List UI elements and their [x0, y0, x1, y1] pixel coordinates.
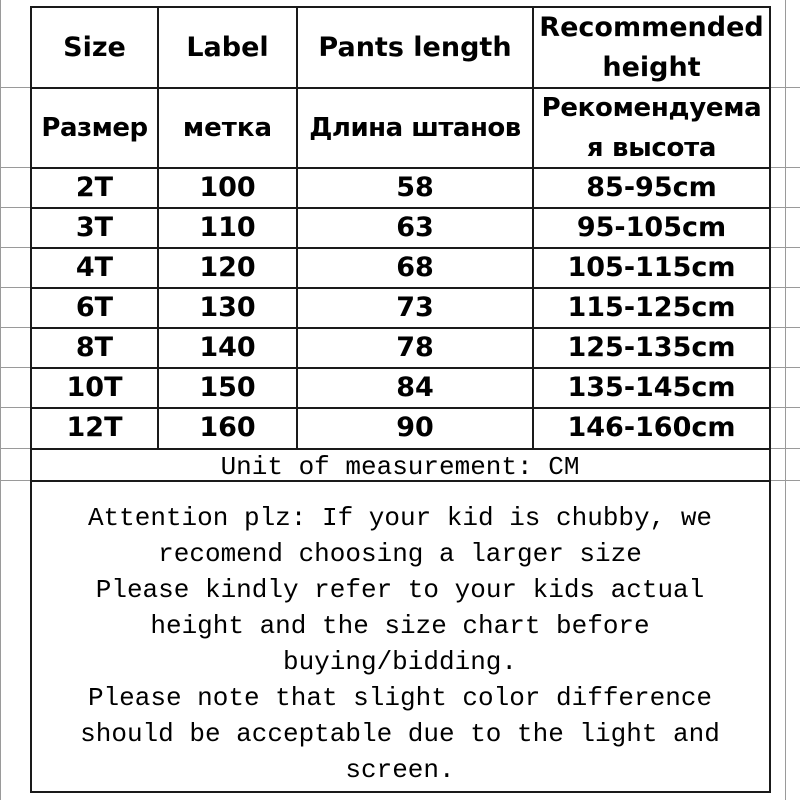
note-line: Please kindly refer to your kids actual: [95, 575, 705, 605]
cell-recommended-height: 146-160cm: [567, 412, 736, 443]
cell-recommended-height: 135-145cm: [567, 372, 736, 403]
grid-line: [0, 287, 30, 288]
grid-line: [771, 287, 800, 288]
header-size-ru: Размер: [41, 113, 148, 143]
cell-label: 120: [199, 252, 256, 283]
cell-pants-length: 63: [396, 212, 434, 243]
cell-label: 110: [199, 212, 256, 243]
header-pants-length: Pants length: [318, 31, 512, 63]
cell-label: 140: [199, 332, 256, 363]
note-line: recomend choosing a larger size: [158, 539, 642, 569]
cell-label: 150: [199, 372, 256, 403]
grid-line: [771, 367, 800, 368]
grid-line: [30, 448, 771, 450]
cell-size: 10T: [66, 372, 123, 403]
header-label-ru: метка: [182, 113, 273, 143]
grid-line: [771, 87, 800, 88]
grid-line: [0, 480, 30, 481]
grid-line: [785, 0, 786, 800]
notes-block: [30, 500, 770, 788]
grid-line: [0, 367, 30, 368]
cell-label: 100: [199, 172, 256, 203]
note-line: should be acceptable due to the light and: [80, 719, 720, 749]
grid-line: [0, 207, 30, 208]
note-line: height and the size chart before: [150, 611, 650, 641]
cell-pants-length: 68: [396, 252, 434, 283]
cell-pants-length: 84: [396, 372, 434, 403]
grid-line: [771, 407, 800, 408]
grid-line: [30, 791, 771, 793]
cell-size: 12T: [66, 412, 123, 443]
header-recommended-height: Recommended height: [539, 11, 764, 83]
header-label: Label: [186, 31, 269, 63]
note-line: buying/bidding.: [282, 647, 518, 677]
grid-line: [0, 448, 30, 449]
grid-line: [0, 87, 30, 88]
header-recommended-height-ru: Рекомендуема я высота: [541, 93, 762, 163]
grid-line: [0, 327, 30, 328]
note-line: screen.: [345, 755, 455, 785]
cell-recommended-height: 105-115cm: [567, 252, 736, 283]
cell-size: 2T: [75, 172, 114, 203]
note-line: Please note that slight color difference: [87, 683, 713, 713]
cell-size: 6T: [75, 292, 114, 323]
cell-recommended-height: 115-125cm: [567, 292, 736, 323]
grid-line: [771, 448, 800, 449]
cell-pants-length: 78: [396, 332, 434, 363]
unit-note: Unit of measurement: CM: [220, 452, 580, 482]
grid-line: [771, 167, 800, 168]
grid-line: [0, 0, 1, 800]
cell-pants-length: 90: [396, 412, 434, 443]
cell-pants-length: 73: [396, 292, 434, 323]
grid-line: [0, 167, 30, 168]
grid-line: [771, 207, 800, 208]
cell-size: 3T: [75, 212, 114, 243]
grid-line: [0, 407, 30, 408]
grid-line: [771, 247, 800, 248]
grid-line: [771, 480, 800, 481]
cell-size: 4T: [75, 252, 114, 283]
grid-line: [0, 247, 30, 248]
cell-size: 8T: [75, 332, 114, 363]
header-pants-length-ru: Длина штанов: [309, 113, 521, 143]
cell-recommended-height: 95-105cm: [576, 212, 727, 243]
cell-recommended-height: 85-95cm: [586, 172, 717, 203]
grid-line: [771, 327, 800, 328]
cell-label: 130: [199, 292, 256, 323]
note-line: Attention plz: If your kid is chubby, we: [87, 503, 713, 533]
cell-label: 160: [199, 412, 256, 443]
cell-recommended-height: 125-135cm: [567, 332, 736, 363]
cell-pants-length: 58: [396, 172, 434, 203]
header-size: Size: [63, 31, 126, 63]
